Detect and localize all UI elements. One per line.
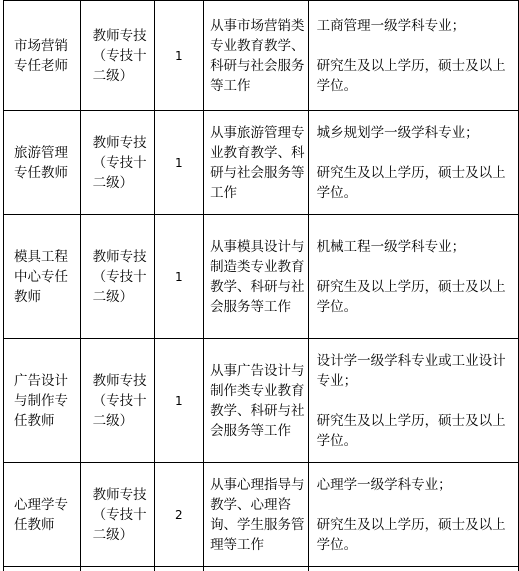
requirements-cell (308, 1, 518, 111)
major-requirement: 工商管理一级学科专业； (316, 17, 466, 34)
table-row (4, 463, 519, 567)
post-type-cell: 教师专技（专技十二级） (80, 339, 154, 463)
duty-cell: 从事旅游管理专业教育教学、科研与社会服务等工作 (204, 111, 309, 215)
position-cell: 市场营销专任老师 (4, 1, 81, 111)
recruitment-table (3, 0, 519, 571)
major-requirement: 心理学一级学科专业； (316, 476, 452, 493)
table-row (4, 339, 519, 463)
degree-requirement: 研究生及以上学历，硕士及以上学位。 (316, 278, 506, 315)
position-cell: 旅游管理专任教师 (4, 111, 81, 215)
requirements-cell (308, 111, 518, 215)
duty-cell: 从事心理指导与教学、心理咨询、学生服务管理等工作 (204, 463, 309, 567)
degree-requirement: 研究生及以上学历，硕士及以上学位。 (316, 57, 506, 94)
headcount-cell: 1 (154, 1, 203, 111)
post-type-cell: 教师专技（专技十二级） (80, 463, 154, 567)
position-cell: 模具工程中心专任教师 (4, 215, 81, 339)
table-row (4, 111, 519, 215)
position-cell: 心理学专任教师 (4, 463, 81, 567)
degree-requirement: 研究生及以上学历，硕士及以上学位。 (316, 164, 506, 201)
headcount-cell: 2 (154, 463, 203, 567)
requirements-cell (308, 339, 518, 463)
headcount-cell: 1 (154, 339, 203, 463)
degree-requirement: 研究生及以上学历，硕士及以上学位。 (316, 516, 506, 553)
major-requirement: 设计学一级学科专业或工业设计专业； (316, 352, 506, 389)
major-requirement: 机械工程一级学科专业； (316, 238, 466, 255)
table-row (4, 215, 519, 339)
requirements-cell (308, 215, 518, 339)
post-type-cell: 教师专技（专技十二级） (80, 215, 154, 339)
table-row (4, 1, 519, 111)
position-cell: 广告设计与制作专任教师 (4, 339, 81, 463)
duty-cell: 从事模具设计与制造类专业教育教学、科研与社会服务等工作 (204, 215, 309, 339)
requirements-cell (308, 463, 518, 567)
major-requirement: 城乡规划学一级学科专业； (316, 124, 479, 141)
post-type-cell: 教师专技（专技十二级） (80, 111, 154, 215)
headcount-cell: 1 (154, 215, 203, 339)
headcount-cell: 1 (154, 111, 203, 215)
post-type-cell: 教师专技（专技十二级） (80, 1, 154, 111)
degree-requirement: 研究生及以上学历，硕士及以上学位。 (316, 412, 506, 449)
duty-cell: 从事市场营销类专业教育教学、科研与社会服务等工作 (204, 1, 309, 111)
duty-cell: 从事广告设计与制作类专业教育教学、科研与社会服务等工作 (204, 339, 309, 463)
